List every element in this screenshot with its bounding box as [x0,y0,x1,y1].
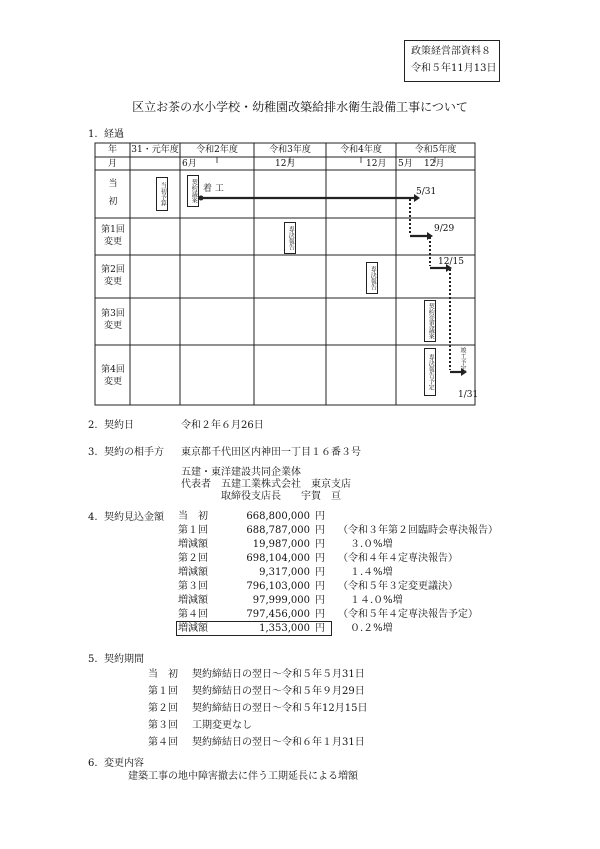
amount-note: ０.２%増 [350,623,393,634]
period-label: 第１回 [148,686,178,697]
month-label: 12月 [275,159,296,169]
amount-unit: 円 [315,539,325,550]
section-1-label: 経過 [104,129,124,140]
row-label-change2: 第2回 変更 [101,265,125,287]
section-1-number: 1. [88,129,98,140]
amount-unit: 円 [315,511,325,522]
amount-unit: 円 [315,609,325,620]
amount-label: 増減額 [178,595,208,606]
milestone-report-r3: 専決報告 [284,222,296,254]
amount-note: （令和３年第２回臨時会専決報告） [338,525,498,536]
year-col-3: 令和3年度 [269,145,311,155]
label-date-2: 9/29 [434,224,455,234]
section-2-label: 契約日 [104,420,134,431]
amount-unit: 円 [315,567,325,578]
reference-date: 令和５年11月13日 [411,63,497,74]
amount-value: 668,800,000 [246,511,310,522]
period-label: 当 初 [148,669,178,680]
month-label: 6月 [182,159,197,169]
year-col-2: 令和2年度 [196,145,238,155]
amount-unit: 円 [315,623,325,634]
reference-doc-number: 政策経営部資料８ [411,46,491,57]
section-4-label: 契約見込金額 [104,512,164,523]
milestone-change-bill: 契約変更議案 [424,300,436,342]
month-label: 12月 [424,159,445,169]
period-text: 契約締結日の翌日～令和５年12月15日 [192,703,368,714]
milestone-contract-bill: 契約議案 [187,175,199,207]
period-text: 工期変更なし [192,720,252,731]
year-col-4: 令和4年度 [340,145,382,155]
month-label: 5月 [398,159,413,169]
amount-unit: 円 [315,595,325,606]
year-col-5: 令和5年度 [414,145,457,155]
amount-label: 当 初 [178,511,208,522]
milestone-report-planned: 専決報告予定 [424,348,436,396]
amount-label: 第１回 [178,525,208,536]
section-4-number: 4. [88,512,98,523]
amount-note: （令和５年４定専決報告予定） [338,609,478,620]
section-2-number: 2. [88,420,98,431]
year-col-1: 31・元年度 [131,145,179,155]
section-6-label: 変更内容 [104,758,144,769]
amount-label: 増減額 [178,539,208,550]
header-year: 年 [108,145,118,155]
section-3-label: 契約の相手方 [104,447,164,458]
contractor-representative: 代表者 五建工業株式会社 東京支店 [181,479,351,490]
month-label: 12月 [366,159,387,169]
amount-value: 797,456,000 [246,609,310,620]
amount-unit: 円 [315,553,325,564]
amount-label: 第４回 [178,609,208,620]
contractor-officer: 取締役支店長 宇賀 亘 [221,491,341,502]
section-5-label: 契約期間 [104,654,144,665]
row-label-change1: 第1回 変更 [101,225,125,247]
label-date-1: 5/31 [416,187,437,197]
amount-label: 増減額 [178,623,208,634]
contractor-name: 五建・東洋建設共同企業体 [181,467,301,478]
amount-label: 増減額 [178,567,208,578]
schedule-grid [95,143,475,405]
amount-value: 796,103,000 [246,581,310,592]
section-6-number: 6. [88,758,98,769]
amount-value: 97,999,000 [252,595,310,606]
amount-value: 19,987,000 [252,539,310,550]
document-title: 区立お茶の水小学校・幼稚園改築給排水衛生設備工事について [132,100,468,114]
period-text: 契約締結日の翌日～令和５年５月31日 [192,669,365,680]
schedule-outer-border [95,143,475,405]
row-label-change4: 第4回 変更 [101,365,125,387]
label-start: 着 工 [203,184,224,194]
period-label: 第２回 [148,703,178,714]
amount-label: 第３回 [178,581,208,592]
period-label: 第３回 [148,720,178,731]
amount-note: ３.０%増 [350,539,393,550]
label-completion: 竣工予定 [459,347,466,371]
contract-date: 令和２年６月26日 [181,420,264,431]
label-date-3: 12/15 [438,257,464,267]
change-description: 建築工事の地中障害撤去に伴う工期延長による増額 [128,771,358,782]
header-month: 月 [108,159,118,169]
amount-value: 1,353,000 [259,623,310,634]
label-date-4: 1/31 [458,390,479,400]
amount-note: １.４%増 [350,567,393,578]
amount-value: 9,317,000 [259,567,310,578]
period-label: 第４回 [148,737,178,748]
section-3-number: 3. [88,447,98,458]
amount-value: 688,787,000 [246,525,310,536]
amount-unit: 円 [315,581,325,592]
section-5-number: 5. [88,654,98,665]
amount-value: 698,104,000 [246,553,310,564]
contractor-address: 東京都千代田区内神田一丁目１６番３号 [181,447,361,458]
amount-note: （令和５年３定変更議決） [338,581,458,592]
row-label-initial: 当 初 [108,179,118,207]
amount-note: １４.０%増 [350,595,403,606]
period-text: 契約締結日の翌日～令和６年１月31日 [192,737,365,748]
amount-unit: 円 [315,525,325,536]
row-label-change3: 第3回 変更 [101,309,125,331]
milestone-report-r4: 専決報告 [366,262,378,294]
amount-note: （令和４年４定専決報告） [338,553,458,564]
period-text: 契約締結日の翌日～令和５年９月29日 [192,686,365,697]
milestone-initial-budget: 当初予算 [156,177,168,211]
amount-label: 第２回 [178,553,208,564]
